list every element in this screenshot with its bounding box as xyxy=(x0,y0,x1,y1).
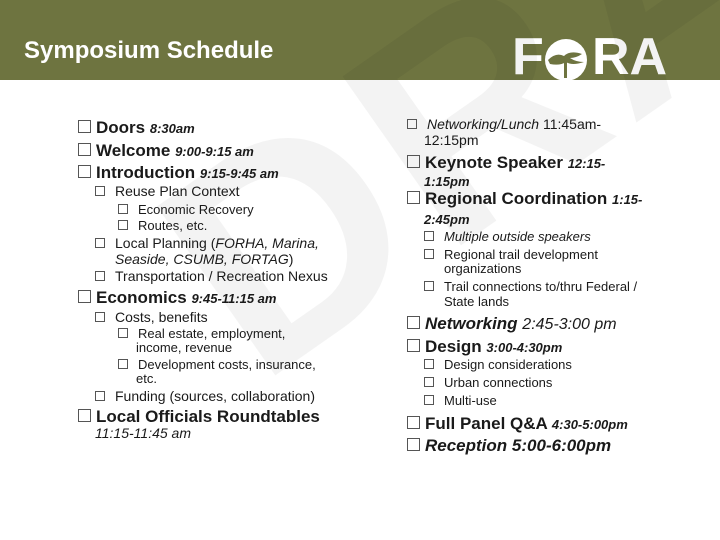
item-full-panel: Full Panel Q&A 4:30-5:00pm xyxy=(407,415,628,432)
item-real-estate: Real estate, employment, xyxy=(118,327,285,340)
item-routes: Routes, etc. xyxy=(118,219,207,232)
checkbox-icon xyxy=(424,377,434,387)
checkbox-icon xyxy=(95,186,105,196)
item-multiple-speakers: Multiple outside speakers xyxy=(424,230,591,243)
item-economic-recovery: Economic Recovery xyxy=(118,203,254,216)
item-trail-connections-cont: State lands xyxy=(444,294,510,309)
checkbox-icon xyxy=(78,290,91,303)
checkbox-icon xyxy=(118,220,128,230)
checkbox-icon xyxy=(95,312,105,322)
checkbox-icon xyxy=(424,249,434,259)
item-design-considerations: Design considerations xyxy=(424,358,572,371)
logo-letters-ra: RA xyxy=(592,28,668,86)
item-networking-lunch: Networking/Lunch 11:45am- xyxy=(407,117,601,131)
checkbox-icon xyxy=(118,359,128,369)
logo-letter-f: F xyxy=(512,28,544,86)
item-keynote-time: 1:15pm xyxy=(424,174,470,189)
item-reception: Reception 5:00-6:00pm xyxy=(407,437,611,454)
item-local-officials: Local Officials Roundtables xyxy=(78,408,320,425)
item-design: Design 3:00-4:30pm xyxy=(407,338,562,355)
item-networking-lunch-time: 12:15pm xyxy=(424,132,479,148)
checkbox-icon xyxy=(407,339,420,352)
checkbox-icon xyxy=(95,238,105,248)
checkbox-icon xyxy=(78,165,91,178)
item-urban-connections: Urban connections xyxy=(424,376,552,389)
checkbox-icon xyxy=(78,409,91,422)
checkbox-icon xyxy=(424,281,434,291)
item-local-planning: Local Planning (FORHA, Marina, xyxy=(95,236,319,250)
item-trail-connections: Trail connections to/thru Federal / xyxy=(424,280,637,293)
checkbox-icon xyxy=(407,416,420,429)
checkbox-icon xyxy=(424,359,434,369)
item-networking: Networking 2:45-3:00 pm xyxy=(407,315,617,333)
item-welcome: Welcome 9:00-9:15 am xyxy=(78,142,254,159)
checkbox-icon xyxy=(424,395,434,405)
item-local-officials-time: 11:15-11:45 am xyxy=(95,425,191,441)
item-keynote: Keynote Speaker 12:15- xyxy=(407,154,605,171)
checkbox-icon xyxy=(95,271,105,281)
item-costs: Costs, benefits xyxy=(95,310,208,324)
item-real-estate-cont: income, revenue xyxy=(136,340,233,355)
page-title: Symposium Schedule xyxy=(24,37,274,64)
item-regional-trail: Regional trail development xyxy=(424,248,598,261)
checkbox-icon xyxy=(95,391,105,401)
item-multi-use: Multi-use xyxy=(424,394,497,407)
item-economics: Economics 9:45-11:15 am xyxy=(78,289,276,306)
checkbox-icon xyxy=(78,143,91,156)
checkbox-icon xyxy=(407,191,420,204)
item-regional: Regional Coordination 1:15- xyxy=(407,190,642,207)
checkbox-icon xyxy=(407,119,417,129)
checkbox-icon xyxy=(407,316,420,329)
item-introduction: Introduction 9:15-9:45 am xyxy=(78,164,279,181)
item-regional-trail-cont: organizations xyxy=(444,261,522,276)
item-development-cont: etc. xyxy=(136,371,157,386)
checkbox-icon xyxy=(407,155,420,168)
item-doors: Doors 8:30am xyxy=(78,119,195,136)
checkbox-icon xyxy=(424,231,434,241)
checkbox-icon xyxy=(407,438,420,451)
item-development: Development costs, insurance, xyxy=(118,358,316,371)
item-transportation: Transportation / Recreation Nexus xyxy=(95,269,328,283)
item-local-planning-cont: Seaside, CSUMB, FORTAG) xyxy=(115,251,294,267)
item-regional-time: 2:45pm xyxy=(424,212,470,227)
checkbox-icon xyxy=(78,120,91,133)
item-funding: Funding (sources, collaboration) xyxy=(95,389,315,403)
item-reuse-plan: Reuse Plan Context xyxy=(95,184,240,198)
checkbox-icon xyxy=(118,204,128,214)
checkbox-icon xyxy=(118,328,128,338)
